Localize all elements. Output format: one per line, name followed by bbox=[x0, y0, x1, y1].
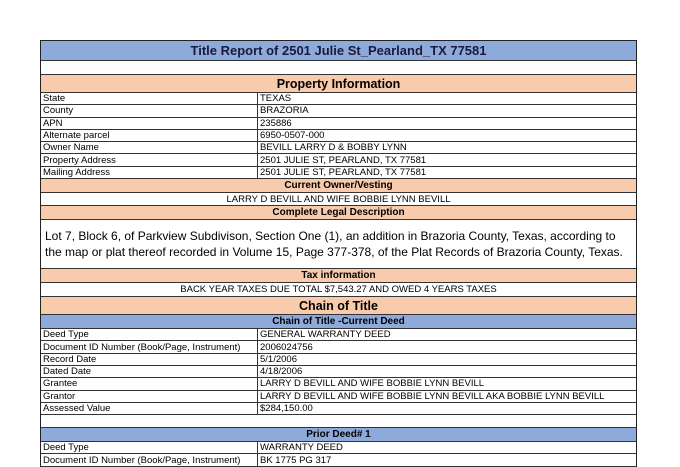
row-label: State bbox=[41, 93, 258, 104]
table-row bbox=[41, 366, 636, 378]
row-value: BK 1775 PG 317 bbox=[260, 454, 332, 466]
table-row bbox=[41, 341, 636, 353]
property-information-header: Property Information bbox=[41, 75, 636, 93]
tax-information-value: BACK YEAR TAXES DUE TOTAL $7,543.27 AND OWED 4 YEARS TAXES bbox=[41, 283, 636, 297]
row-label: Owner Name bbox=[41, 142, 258, 153]
table-row bbox=[41, 142, 636, 154]
table-row bbox=[41, 167, 636, 179]
report-title: Title Report of 2501 Julie St_Pearland_TX 77581 bbox=[41, 40, 636, 61]
vesting-value: LARRY D BEVILL AND WIFE BOBBIE LYNN BEVILL bbox=[41, 193, 636, 206]
row-value: LARRY D BEVILL AND WIFE BOBBIE LYNN BEVILL AKA BOBBIE LYNN BEVILL bbox=[260, 390, 605, 402]
spacer-row bbox=[41, 61, 636, 75]
property-information-table bbox=[41, 93, 636, 179]
table-row bbox=[41, 130, 636, 142]
table-row bbox=[41, 154, 636, 166]
table-row bbox=[41, 329, 636, 341]
spacer-row bbox=[41, 415, 636, 428]
row-label: Document ID Number (Book/Page, Instrument) bbox=[41, 341, 258, 352]
chain-of-title-header: Chain of Title bbox=[41, 297, 636, 315]
prior-deed-header: Prior Deed# 1 bbox=[41, 428, 636, 442]
prior-deed-table bbox=[41, 442, 636, 467]
row-value: 5/1/2006 bbox=[260, 353, 297, 365]
table-row bbox=[41, 93, 636, 105]
row-value: 6950-0507-000 bbox=[260, 130, 325, 142]
row-value: 235886 bbox=[260, 117, 292, 129]
row-value: BRAZORIA bbox=[260, 105, 309, 117]
row-value: 4/18/2006 bbox=[260, 366, 303, 378]
row-value: TEXAS bbox=[260, 93, 292, 105]
row-value: GENERAL WARRANTY DEED bbox=[260, 329, 391, 341]
vesting-header: Current Owner/Vesting bbox=[41, 179, 636, 193]
table-row bbox=[41, 442, 636, 454]
row-label: Mailing Address bbox=[41, 167, 258, 178]
row-value: 2501 JULIE ST, PEARLAND, TX 77581 bbox=[260, 166, 427, 178]
row-label: APN bbox=[41, 118, 258, 129]
table-row bbox=[41, 354, 636, 366]
row-value: $284,150.00 bbox=[260, 403, 313, 414]
row-label: Property Address bbox=[41, 154, 258, 165]
title-report-sheet bbox=[40, 40, 637, 467]
row-label: Document ID Number (Book/Page, Instrument) bbox=[41, 454, 258, 465]
row-label: Deed Type bbox=[41, 442, 258, 453]
row-value: 2006024756 bbox=[260, 341, 313, 353]
row-label: Deed Type bbox=[41, 329, 258, 340]
row-label: Grantor bbox=[41, 391, 258, 402]
row-value: WARRANTY DEED bbox=[260, 442, 343, 454]
table-row bbox=[41, 118, 636, 130]
table-row bbox=[41, 391, 636, 403]
row-label: Dated Date bbox=[41, 366, 258, 377]
tax-information-header: Tax information bbox=[41, 269, 636, 283]
table-row bbox=[41, 378, 636, 390]
row-value: LARRY D BEVILL AND WIFE BOBBIE LYNN BEVILL bbox=[260, 378, 485, 390]
table-row bbox=[41, 454, 636, 466]
row-label: County bbox=[41, 105, 258, 116]
table-row bbox=[41, 105, 636, 117]
row-value: BEVILL LARRY D & BOBBY LYNN bbox=[260, 142, 407, 154]
legal-description-text: Lot 7, Block 6, of Parkview Subdivison, Section One (1), an addition in Brazoria County, Texas, according to the map or plat thereof recorded in Volume 15, Page 377-378, of the Plat Records of Brazoria County, Texas. bbox=[41, 220, 636, 269]
row-label: Alternate parcel bbox=[41, 130, 258, 141]
table-row bbox=[41, 403, 636, 415]
row-label: Grantee bbox=[41, 378, 258, 389]
current-deed-header: Chain of Title -Current Deed bbox=[41, 315, 636, 329]
current-deed-table bbox=[41, 329, 636, 415]
legal-description-header: Complete Legal Description bbox=[41, 206, 636, 220]
row-label: Record Date bbox=[41, 354, 258, 365]
row-value: 2501 JULIE ST, PEARLAND, TX 77581 bbox=[260, 154, 427, 166]
row-label: Assessed Value bbox=[41, 403, 258, 414]
